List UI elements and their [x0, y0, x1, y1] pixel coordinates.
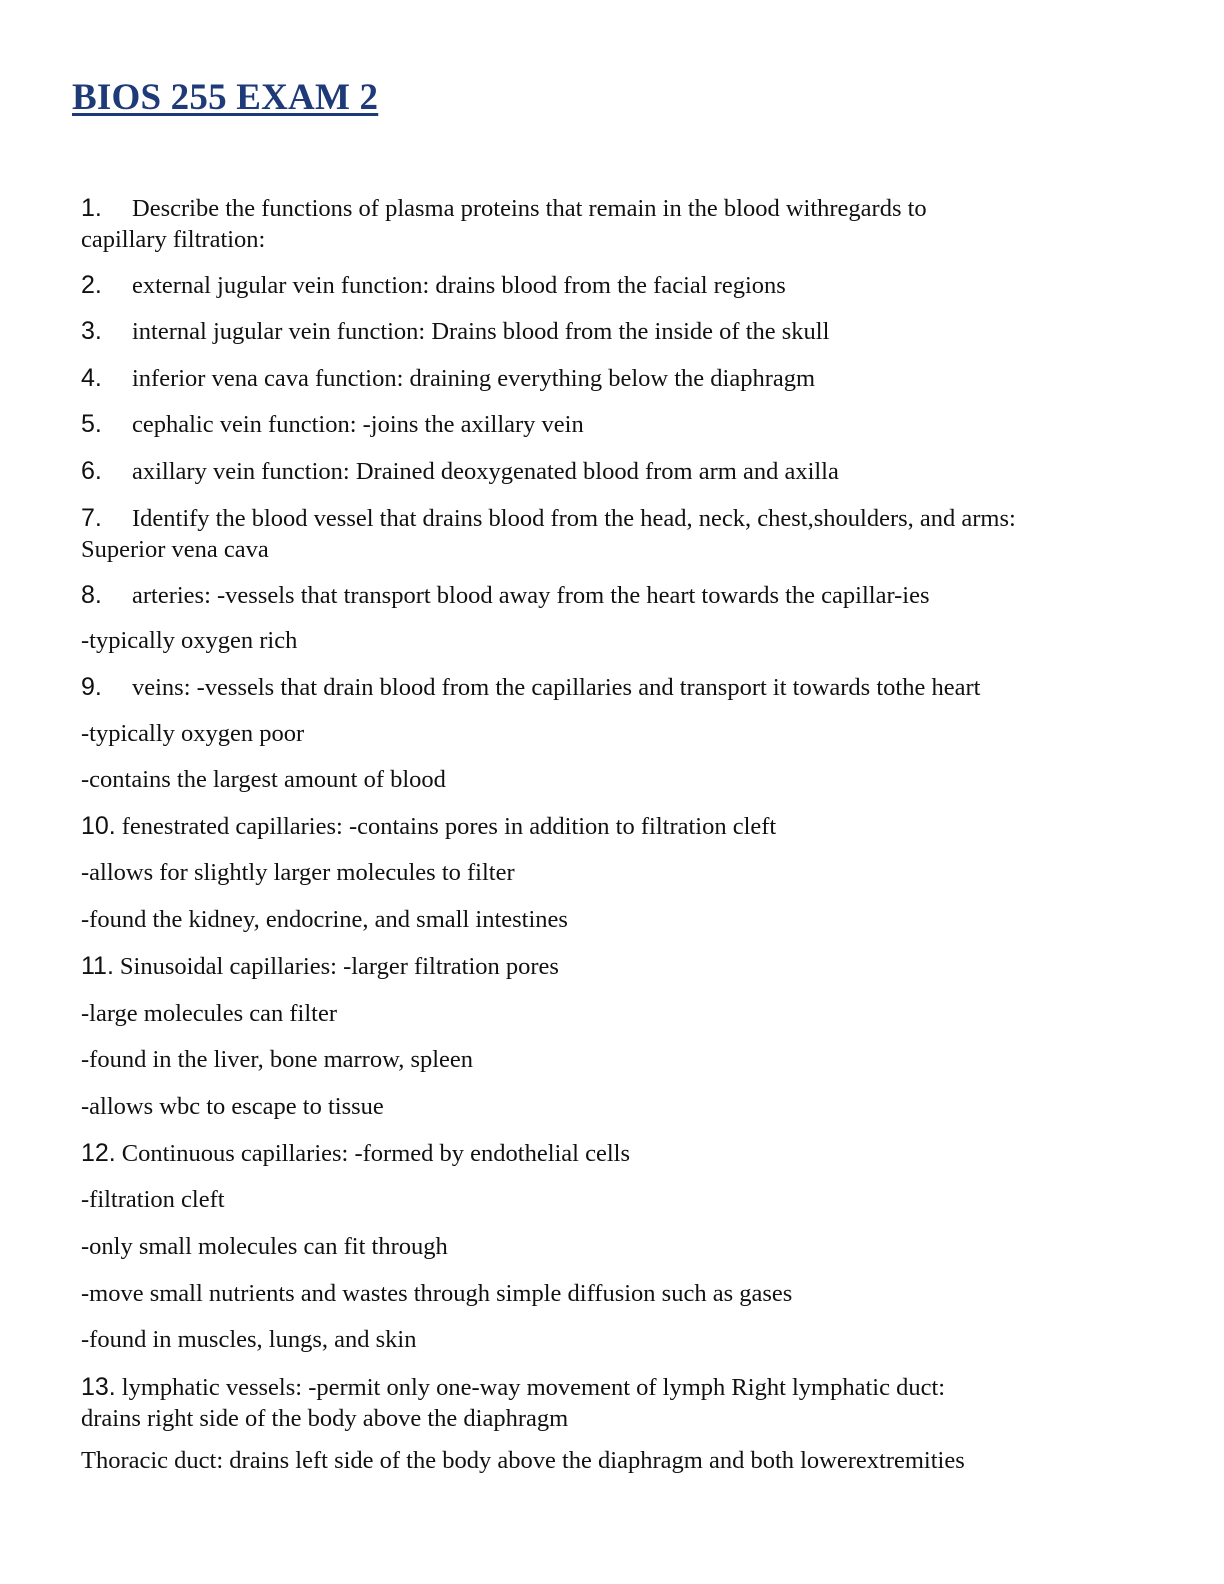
item-text: Identify the blood vessel that drains blood from the head, neck, chest,shoulders, and arms:	[132, 505, 1016, 532]
item-number: 7.	[81, 504, 102, 532]
list-item-continuation	[81, 534, 1161, 565]
item-number: 12.	[81, 1139, 116, 1167]
list-item	[81, 456, 1161, 487]
item-text: veins: -vessels that drain blood from the capillaries and transport it towards tothe heart	[132, 674, 981, 701]
item-text: Sinusoidal capillaries: -larger filtration pores	[119, 953, 559, 980]
list-item	[81, 811, 1161, 842]
list-item-continuation	[81, 764, 1161, 795]
item-text: -found in muscles, lungs, and skin	[81, 1326, 417, 1353]
item-text: cephalic vein function: -joins the axillary vein	[132, 411, 584, 438]
item-number: 2.	[81, 271, 102, 299]
list-item-continuation	[81, 857, 1161, 888]
list-item	[81, 503, 1161, 534]
item-text: -allows wbc to escape to tissue	[81, 1093, 384, 1120]
list-item-continuation	[81, 1278, 1161, 1309]
item-number: 8.	[81, 581, 102, 609]
list-item	[81, 1138, 1161, 1169]
list-item	[81, 409, 1161, 440]
item-number: 4.	[81, 364, 102, 392]
item-text: -found in the liver, bone marrow, spleen	[81, 1046, 474, 1073]
list-item	[81, 316, 1161, 347]
list-item-continuation	[81, 1091, 1161, 1122]
item-number: 13.	[81, 1373, 116, 1401]
item-text: external jugular vein function: drains blood from the facial regions	[132, 272, 786, 299]
item-number: 1.	[81, 194, 102, 222]
item-text: -only small molecules can fit through	[81, 1233, 448, 1260]
item-text: -found the kidney, endocrine, and small intestines	[81, 906, 568, 933]
item-text: Thoracic duct: drains left side of the body above the diaphragm and both lowerextremities	[81, 1447, 965, 1474]
list-item	[81, 270, 1161, 301]
item-number: 9.	[81, 673, 102, 701]
document-title: BIOS 255 EXAM 2	[72, 77, 379, 118]
list-item	[81, 672, 1161, 703]
item-text: -move small nutrients and wastes through simple diffusion such as gases	[81, 1280, 793, 1307]
item-number: 10.	[81, 812, 116, 840]
list-item-continuation	[81, 625, 1161, 656]
item-text: Continuous capillaries: -formed by endothelial cells	[121, 1140, 631, 1167]
list-item-continuation	[81, 718, 1161, 749]
item-text: fenestrated capillaries: -contains pores in addition to filtration cleft	[121, 813, 777, 840]
list-item-continuation	[81, 998, 1161, 1029]
list-item	[81, 193, 1161, 224]
item-number: 3.	[81, 317, 102, 345]
item-text: axillary vein function: Drained deoxygenated blood from arm and axilla	[132, 458, 839, 485]
item-number: 6.	[81, 457, 102, 485]
list-item-continuation	[81, 1044, 1161, 1075]
item-text: internal jugular vein function: Drains blood from the inside of the skull	[132, 318, 830, 345]
list-item	[81, 580, 1161, 611]
list-item-continuation	[81, 1184, 1161, 1215]
item-text: drains right side of the body above the diaphragm	[81, 1405, 569, 1432]
list-item-continuation	[81, 224, 1161, 255]
list-item-continuation	[81, 1324, 1161, 1355]
item-text: inferior vena cava function: draining everything below the diaphragm	[132, 365, 816, 392]
item-text: -filtration cleft	[81, 1186, 225, 1213]
item-text: -contains the largest amount of blood	[81, 766, 446, 793]
item-text: arteries: -vessels that transport blood away from the heart towards the capillar-ies	[132, 582, 930, 609]
list-item	[81, 951, 1161, 982]
item-text: -large molecules can filter	[81, 1000, 337, 1027]
item-text: -typically oxygen rich	[81, 627, 298, 654]
item-text: -allows for slightly larger molecules to filter	[81, 859, 515, 886]
item-text: capillary filtration:	[81, 226, 266, 253]
item-text: Superior vena cava	[81, 536, 269, 563]
item-text: Describe the functions of plasma proteins that remain in the blood withregards to	[132, 195, 927, 222]
list-item	[81, 363, 1161, 394]
list-item-continuation	[81, 1445, 1161, 1476]
item-text: lymphatic vessels: -permit only one-way movement of lymph Right lymphatic duct:	[121, 1374, 946, 1401]
list-item-continuation	[81, 904, 1161, 935]
list-item-continuation	[81, 1231, 1161, 1262]
list-item	[81, 1372, 1161, 1403]
item-number: 11.	[81, 952, 114, 980]
list-item-continuation	[81, 1403, 1161, 1434]
item-text: -typically oxygen poor	[81, 720, 305, 747]
item-number: 5.	[81, 410, 102, 438]
